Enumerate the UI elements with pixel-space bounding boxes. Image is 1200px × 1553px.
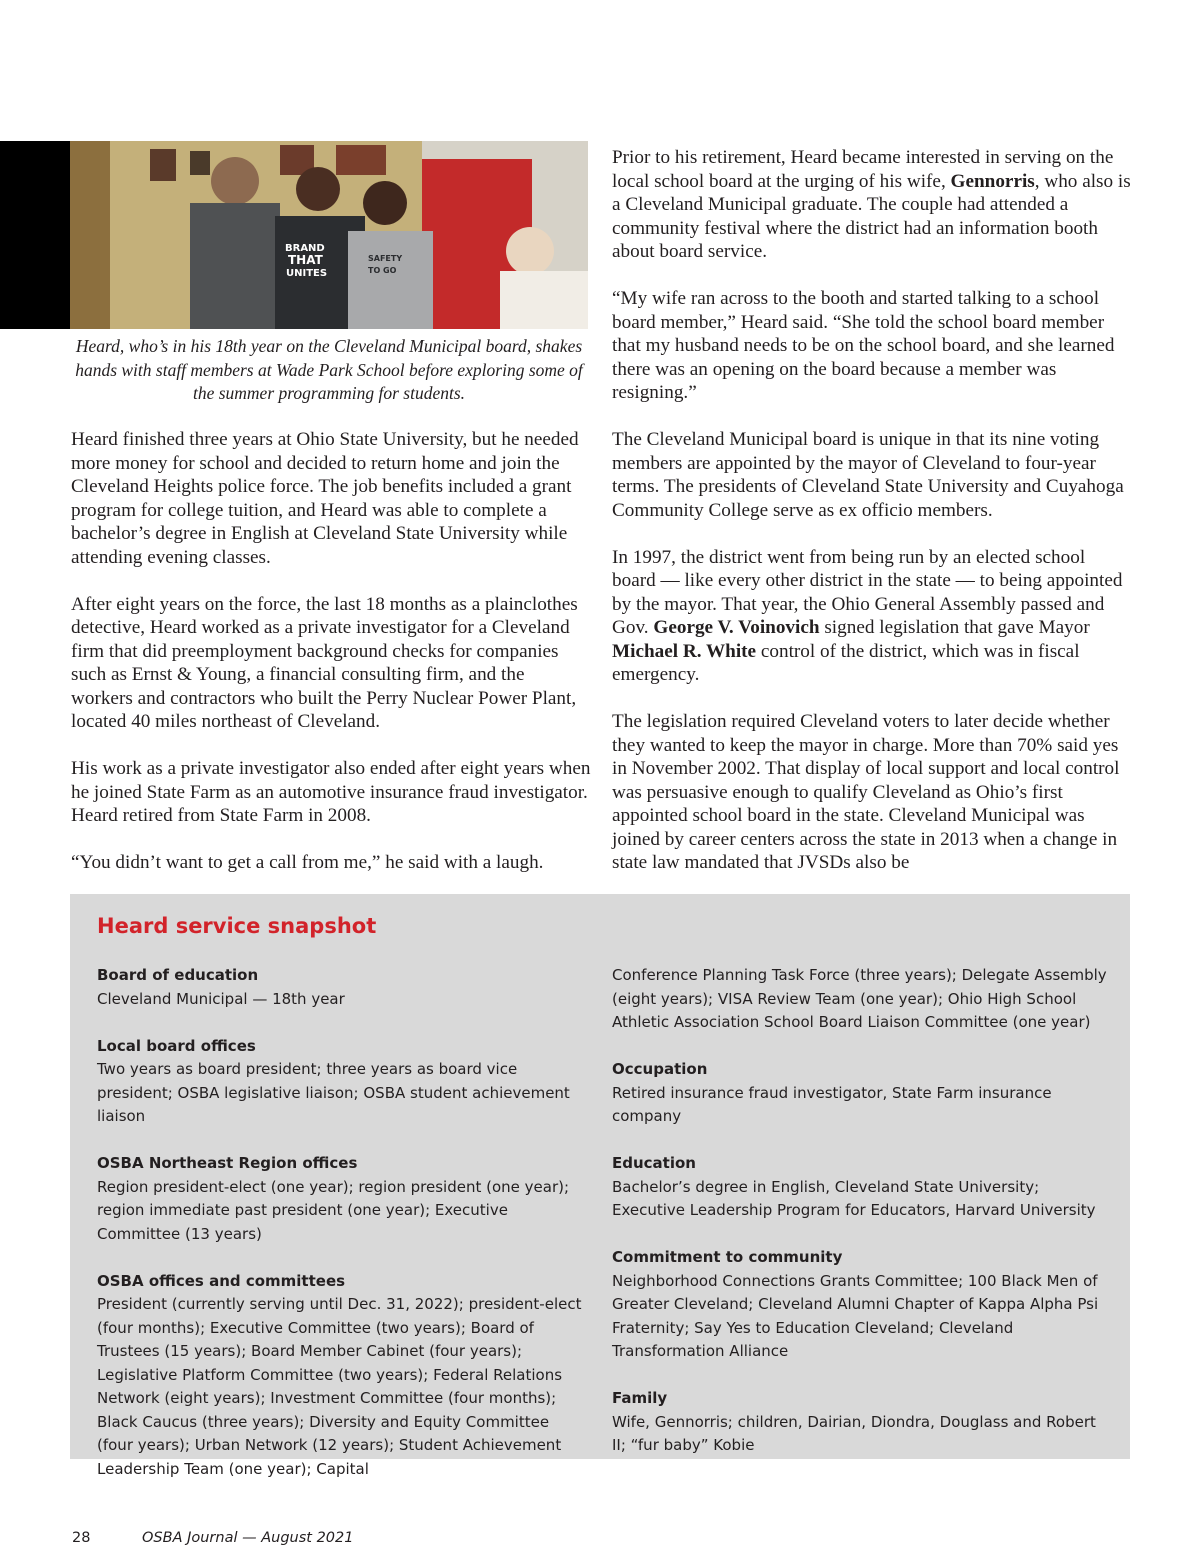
paragraph: “My wife ran across to the booth and started talking to a school board member,” Heard said. “She told the school board member that my husband needs to be on the school board, and she learned there was an opening on the board because a member was resigning.” [612, 288, 1115, 403]
shirt2-text-2: TO GO [368, 266, 397, 275]
publication-name: OSBA Journal — August 2021 [142, 1530, 354, 1546]
section-heading: Family [612, 1389, 668, 1407]
paragraph [612, 146, 1132, 264]
section-heading: OSBA offices and committees [97, 1271, 346, 1290]
text-span: In 1997, the district went from being run by an elected school board — like every other district in the state — to being appointed by the mayor. That year, the Ohio General Assembly passed and Gov. [612, 546, 1123, 638]
snapshot-section [612, 1152, 1112, 1223]
black-edge-bar [0, 141, 70, 329]
handshake-photo-illustration [70, 141, 588, 329]
section-body: Wife, Gennorris; children, Dairian, Diondra, Douglass and Robert II; “fur baby” Kobie [612, 1412, 1096, 1454]
snapshot-right-column [612, 964, 1112, 1481]
section-heading: OSBA Northeast Region offices [97, 1154, 358, 1172]
paragraph: After eight years on the force, the last 18 months as a plainclothes detective, Heard worked as a private investigator for a Cleveland firm that did preemployment background checks for companies such as Ernst & Young, a financial consulting firm, and the workers and contractors who built the Perry Nuclear Power Plant, located 40 miles northeast of Cleveland. [71, 593, 578, 732]
shirt-text-1: BRAND [285, 243, 325, 254]
section-body: Retired insurance fraud investigator, State Farm insurance company [612, 1083, 1052, 1125]
shirt-text-2: THAT [288, 253, 323, 267]
page-number: 28 [72, 1530, 91, 1546]
section-body: Bachelor’s degree in English, Cleveland State University; Executive Leadership Program for Educators, Harvard University [612, 1177, 1096, 1219]
paragraph: “You didn’t want to get a call from me,” he said with a laugh. [71, 852, 544, 873]
section-body: Two years as board president; three years as board vice president; OSBA legislative liaison; OSBA student achievement liaison [97, 1060, 570, 1125]
bold-name: Gennorris [950, 170, 1035, 192]
section-heading: Occupation [612, 1060, 708, 1078]
snapshot-section [97, 1270, 582, 1482]
right-column [612, 146, 1132, 898]
paragraph [612, 546, 1132, 687]
section-body: Region president-elect (one year); region president (one year); region immediate past president (one year); Executive Committee (13 years) [97, 1177, 570, 1243]
text-span: signed legislation that gave Mayor [819, 617, 1090, 638]
snapshot-continuation: Conference Planning Task Force (three years); Delegate Assembly (eight years); VISA Review Team (one year); Ohio High School Athletic Association School Board Liaison Committee (one year) [612, 966, 1107, 1031]
text-span: Prior to his retirement, Heard became interested in serving on the local school board at the urging of his wife, [612, 147, 1114, 192]
article-photo [70, 141, 588, 329]
section-heading: Commitment to community [612, 1248, 843, 1266]
paragraph: The Cleveland Municipal board is unique in that its nine voting members are appointed by the mayor of Cleveland to four-year terms. The presidents of Cleveland State University and Cuyahoga Community College serve as ex officio members. [612, 429, 1124, 521]
left-column [71, 428, 591, 898]
bold-name: Michael R. White [612, 640, 757, 662]
section-heading: Local board offices [97, 1036, 256, 1055]
text-span: control of the district, which was in fiscal emergency. [612, 640, 1080, 685]
snapshot-section [612, 1246, 1112, 1364]
snapshot-section [612, 1058, 1112, 1129]
snapshot-section [612, 1387, 1112, 1458]
section-heading: Board of education [97, 966, 259, 984]
section-body: Neighborhood Connections Grants Committee; 100 Black Men of Greater Cleveland; Cleveland Alumni Chapter of Kappa Alpha Psi Fraternity; Say Yes to Education Cleveland; Cleveland Transformation Alliance [612, 1271, 1099, 1360]
section-body: Cleveland Municipal — 18th year [97, 989, 345, 1008]
paragraph: His work as a private investigator also ended after eight years when he joined State Farm as an automotive insurance fraud investigator. Heard retired from State Farm in 2008. [71, 758, 591, 826]
snapshot-left-column [97, 964, 582, 1505]
bold-name: George V. Voinovich [653, 617, 820, 638]
paragraph: The legislation required Cleveland voters to later decide whether they wanted to keep the mayor in charge. More than 70% said yes in November 2002. That display of local support and local control was persuasive enough to qualify Cleveland as Ohio’s first appointed school board in the state. Cleveland Municipal was joined by career centers across the state in 2013 when a change in state law mandated that JVSDs also be [612, 711, 1120, 873]
text-span: , who also is a Cleveland Municipal graduate. The couple had attended a community festival where the district had an information booth about board service. [612, 170, 1131, 262]
photo-caption: Heard, who’s in his 18th year on the Cleveland Municipal board, shakes hands with staff members at Wade Park School before exploring some of the summer programming for students. [75, 336, 583, 403]
snapshot-section [97, 1152, 582, 1246]
shirt-text-3: UNITES [286, 268, 328, 279]
section-body: President (currently serving until Dec. 31, 2022); president-elect (four months); Executive Committee (two years); Board of Trustees (15 years); Board Member Cabinet (four years); Legislative Platform Committee (two years); Federal Relations Network (eight years); Investment Committee (four months); Black Caucus (three years); Diversity and Equity Committee (four years); Urban Network (12 years); Student Achievement Leadership Team (one year); Capital [97, 1295, 582, 1478]
paragraph: Heard finished three years at Ohio State University, but he needed more money for school and decided to return home and join the Cleveland Heights police force. The job benefits included a grant program for college tuition, and Heard was able to complete a bachelor’s degree in English at Cleveland State University while attending evening classes. [71, 429, 579, 568]
service-snapshot-box [70, 894, 1130, 1478]
snapshot-title: Heard service snapshot [97, 914, 377, 938]
shirt2-text-1: SAFETY [368, 254, 403, 263]
section-heading: Education [612, 1154, 696, 1172]
page-footer [72, 1530, 354, 1546]
snapshot-section [97, 964, 582, 1011]
snapshot-section [97, 1035, 582, 1129]
